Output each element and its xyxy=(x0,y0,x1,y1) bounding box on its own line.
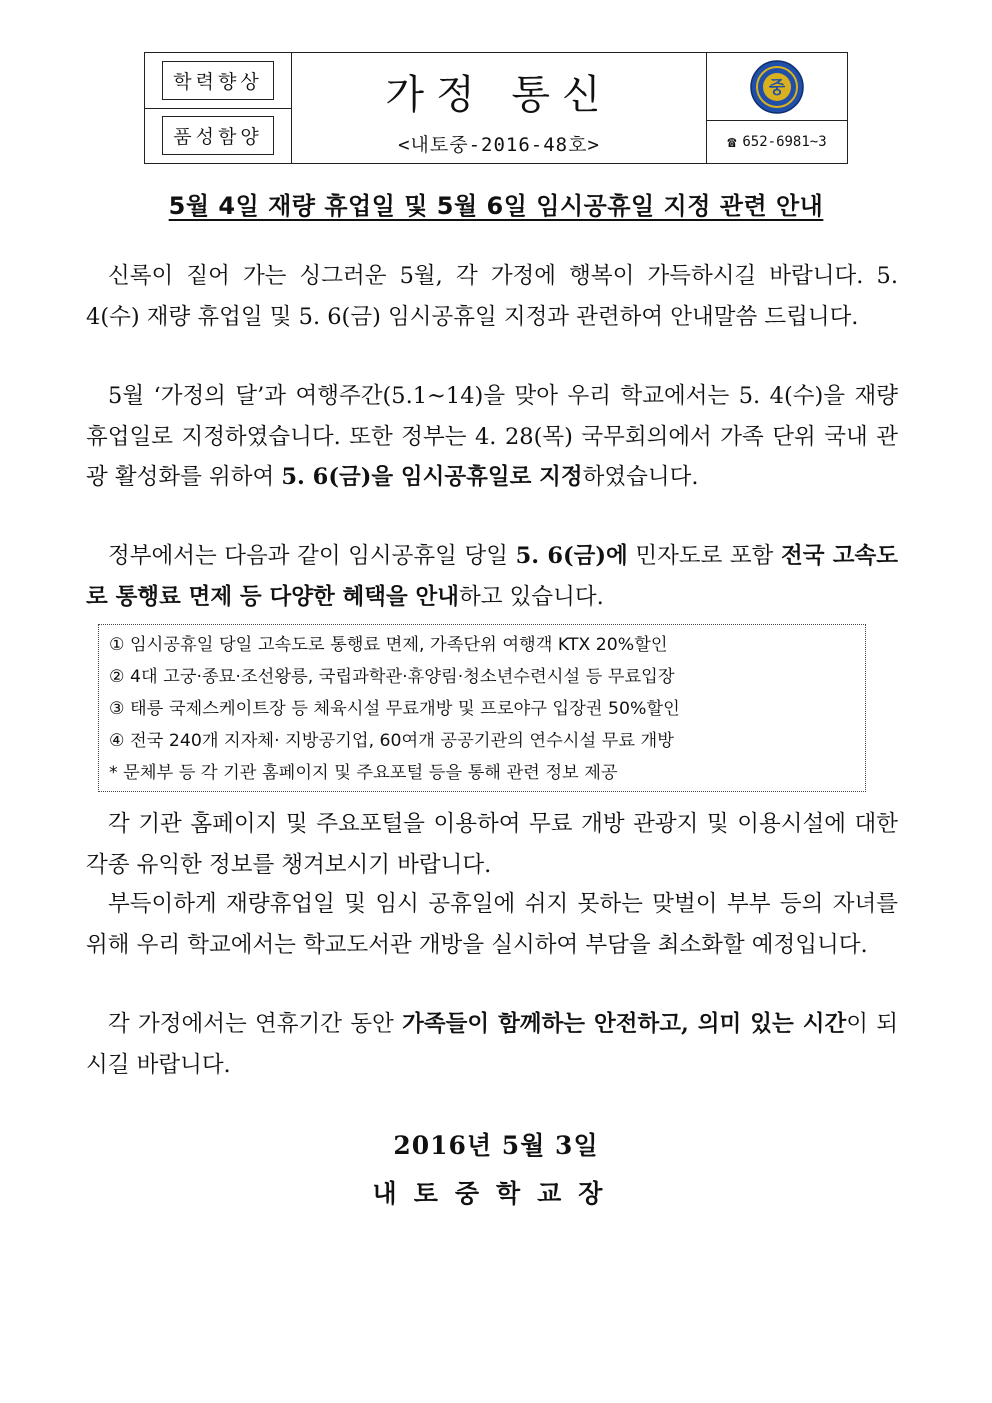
benefit-note: * 문체부 등 각 기관 홈페이지 및 주요포털 등을 통해 관련 정보 제공 xyxy=(109,763,618,783)
motto-column xyxy=(145,53,292,163)
paragraph-government-benefits xyxy=(86,536,898,617)
phone-cell xyxy=(707,121,847,163)
principal-signature: 내토중학교장 xyxy=(372,1179,620,1208)
p6-text-c: 이 되시길 바랍니다. xyxy=(86,1011,899,1078)
p6-text-a: 각 가정에서는 연휴기간 동안 xyxy=(108,1011,403,1037)
header-table xyxy=(144,52,848,164)
benefit-item: ① 임시공휴일 당일 고속도로 통행료 면제, 가족단위 여행객 KTX 20%할인 xyxy=(109,635,668,655)
title-column xyxy=(292,53,707,163)
issue-number: <내토중-2016-48호> xyxy=(398,134,600,156)
document-heading: 5월 4일 재량 휴업일 및 5월 6일 임시공휴일 지정 관련 안내 xyxy=(168,192,824,220)
p3-bold-date: 5. 6(금)에 xyxy=(515,543,628,569)
motto-top: 학력향상 xyxy=(162,61,273,100)
school-logo-icon xyxy=(749,59,805,115)
benefits-box xyxy=(98,624,866,792)
paragraph-intro: 신록이 짙어 가는 싱그러운 5월, 각 가정에 행복이 가득하시길 바랍니다. 5. 4(수) 재량 휴업일 및 5. 6(금) 임시공휴일 지정과 관련하여 안내말씀 드립니다. xyxy=(86,263,898,330)
benefit-item: ② 4대 고궁·종묘·조선왕릉, 국립과학관·휴양림·청소년수련시설 등 무료입장 xyxy=(109,667,675,687)
paragraph-library-open: 부득이하게 재량휴업일 및 임시 공휴일에 쉬지 못하는 맞벌이 부부 등의 자녀를 위해 우리 학교에서는 학교도서관 개방을 실시하여 부담을 최소화할 예정입니다. xyxy=(86,891,898,958)
motto-bottom: 품성함양 xyxy=(162,116,273,155)
p2-text-a: 5월 ‘가정의 달’과 여행주간(5.1~14)을 맞아 우리 학교에서는 5. 4(수)을 재량휴업일로 지정하였습니다. 또한 정부는 4. 28(목) 국무회의에서 가족 단위 국내 관광 활성화를 위하여 xyxy=(86,383,898,490)
motto-cell-top xyxy=(145,53,291,109)
p3-bold-benefits: 전국 고속도로 통행료 면제 등 다양한 혜택을 안내 xyxy=(86,543,898,610)
logo-text: 중 xyxy=(768,77,786,98)
phone-number: 652-6981~3 xyxy=(742,134,827,151)
logo-cell xyxy=(707,53,847,121)
p3-text-a: 정부에서는 다음과 같이 임시공휴일 당일 xyxy=(108,543,516,569)
paragraph-closing-wish xyxy=(86,1004,898,1085)
p2-bold: 5. 6(금)을 임시공휴일로 지정 xyxy=(281,464,583,490)
paragraph-holiday-designation xyxy=(86,376,898,498)
p3-text-e: 하고 있습니다. xyxy=(459,583,604,610)
p3-text-c: 민자도로 포함 xyxy=(627,543,782,569)
motto-cell-bottom xyxy=(145,109,291,164)
closing-date: 2016년 5월 3일 xyxy=(393,1131,599,1160)
logo-column xyxy=(707,53,847,163)
paragraph-info-portals: 각 기관 홈페이지 및 주요포털을 이용하여 무료 개방 관광지 및 이용시설에 대한 각종 유익한 정보를 챙겨보시기 바랍니다. xyxy=(86,811,898,878)
benefit-item: ③ 태릉 국제스케이트장 등 체육시설 무료개방 및 프로야구 입장권 50%할인 xyxy=(109,699,680,719)
phone-icon: ☎ xyxy=(727,133,737,152)
newsletter-title: 가정 통신 xyxy=(385,72,613,118)
p6-bold: 가족들이 함께하는 안전하고, 의미 있는 시간 xyxy=(402,1011,847,1037)
benefit-item: ④ 전국 240개 지자체· 지방공기업, 60여개 공공기관의 연수시설 무료 개방 xyxy=(109,731,674,751)
p2-text-c: 하였습니다. xyxy=(582,464,699,490)
